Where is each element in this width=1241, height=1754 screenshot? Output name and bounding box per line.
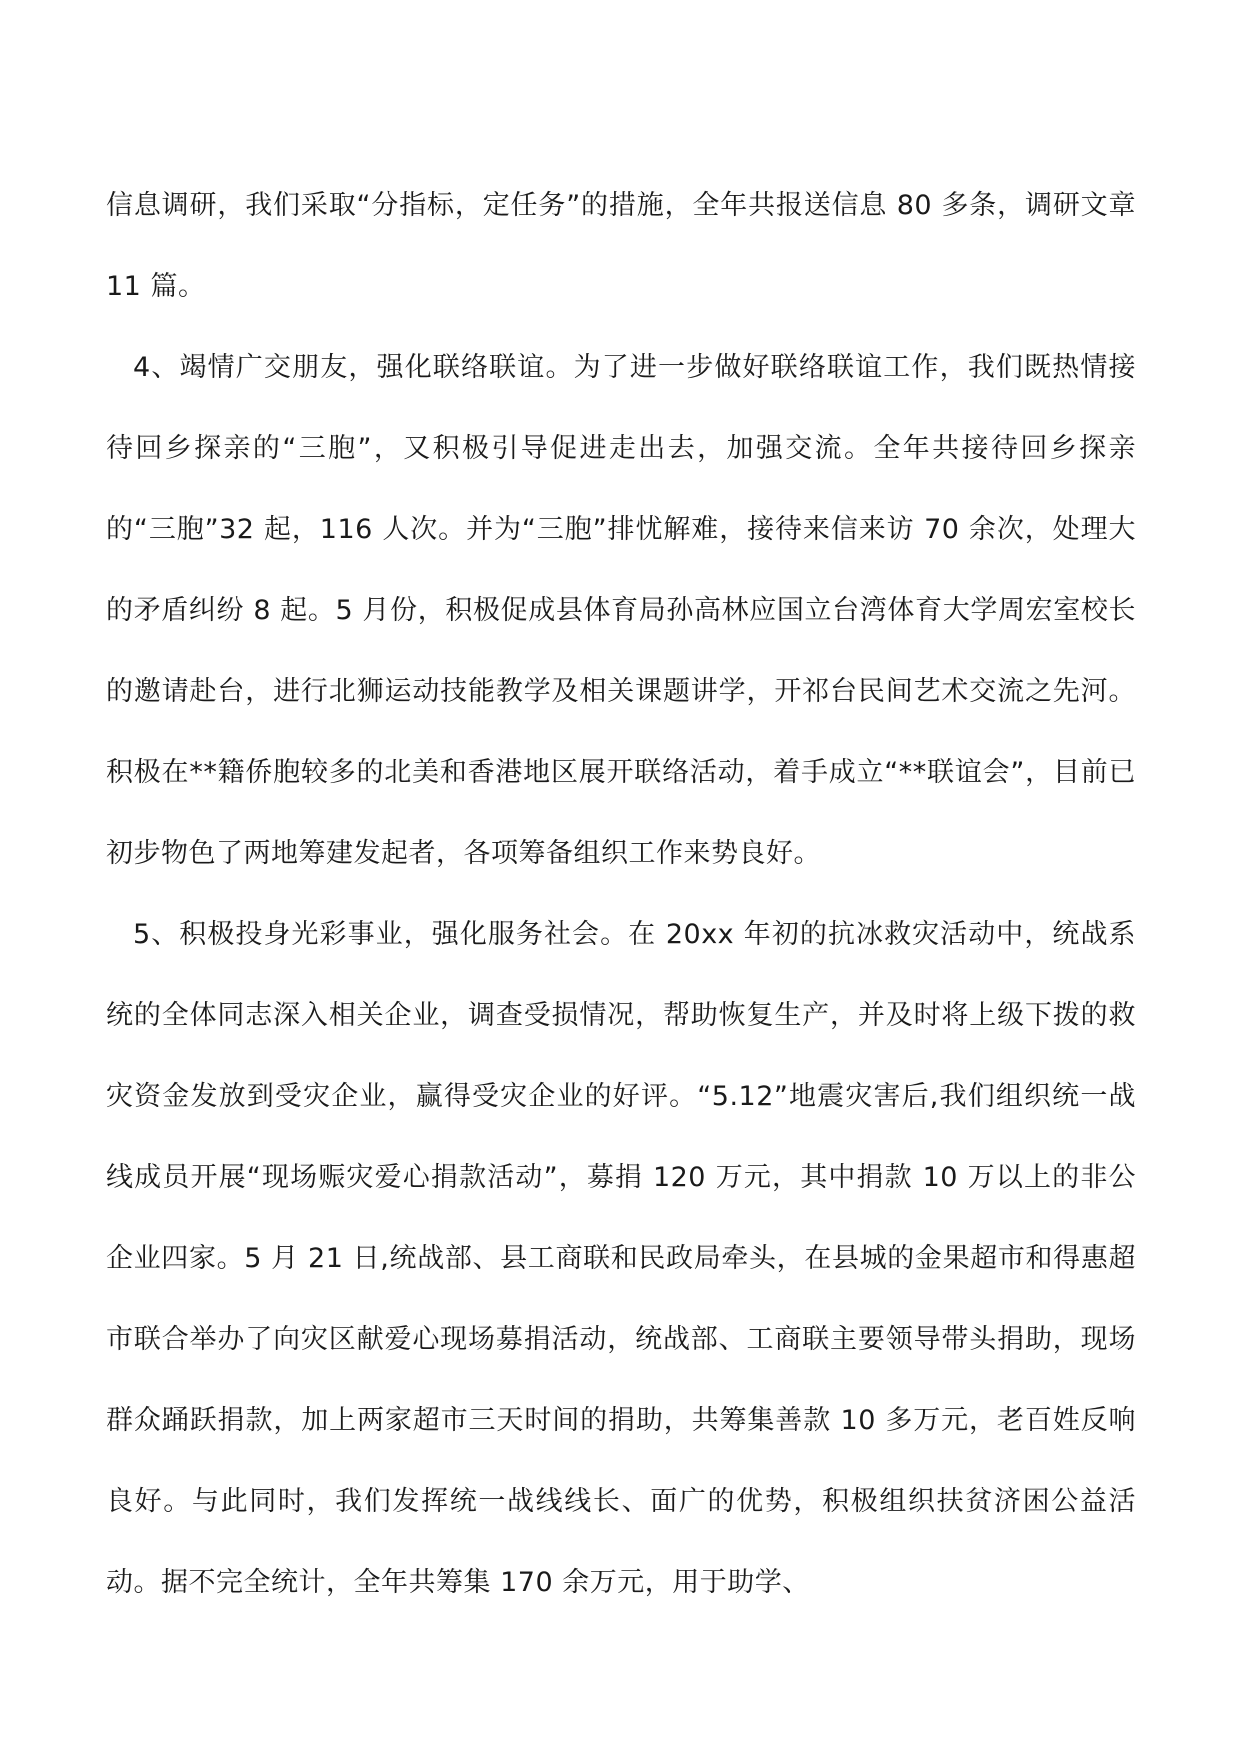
paragraph-information-research: 信息调研，我们采取“分指标，定任务”的措施，全年共报送信息 80 多条，调研文章 11 篇。 [106, 190, 1136, 302]
document-body [106, 165, 1136, 1623]
paragraph-liaison-friendship: 4、竭情广交朋友，强化联络联谊。为了进一步做好联络联谊工作，我们既热情接待回乡探亲的“三胞”，又积极引导促进走出去，加强交流。全年共接待回乡探亲的“三胞”32 起，116 人次。并为“三胞”排忧解难，接待来信来访 70 余次，处理大的矛盾纠纷 8 起。5 月份，积极促成县体育局孙高林应国立台湾体育大学周宏室校长的邀请赴台，进行北狮运动技能教学及相关课题讲学，开祁台民间艺术交流之先河。积极在**籍侨胞较多的北美和香港地区展开联络活动，着手成立“**联谊会”，目前已初步物色了两地筹建发起者，各项筹备组织工作来势良好。 [106, 352, 1136, 869]
paragraph-social-service: 5、积极投身光彩事业，强化服务社会。在 20xx 年初的抗冰救灾活动中，统战系统的全体同志深入相关企业，调查受损情况，帮助恢复生产，并及时将上级下拨的救灾资金发放到受灾企业，赢得受灾企业的好评。“5.12”地震灾害后,我们组织统一战线成员开展“现场赈灾爱心捐款活动”，募捐 120 万元，其中捐款 10 万以上的非公企业四家。5 月 21 日,统战部、县工商联和民政局牵头，在县城的金果超市和得惠超市联合举办了向灾区献爱心现场募捐活动，统战部、工商联主要领导带头捐助，现场群众踊跃捐款，加上两家超市三天时间的捐助，共筹集善款 10 多万元，老百姓反响良好。与此同时，我们发挥统一战线线长、面广的优势，积极组织扶贫济困公益活动。据不完全统计，全年共筹集 170 余万元，用于助学、 [106, 919, 1136, 1598]
